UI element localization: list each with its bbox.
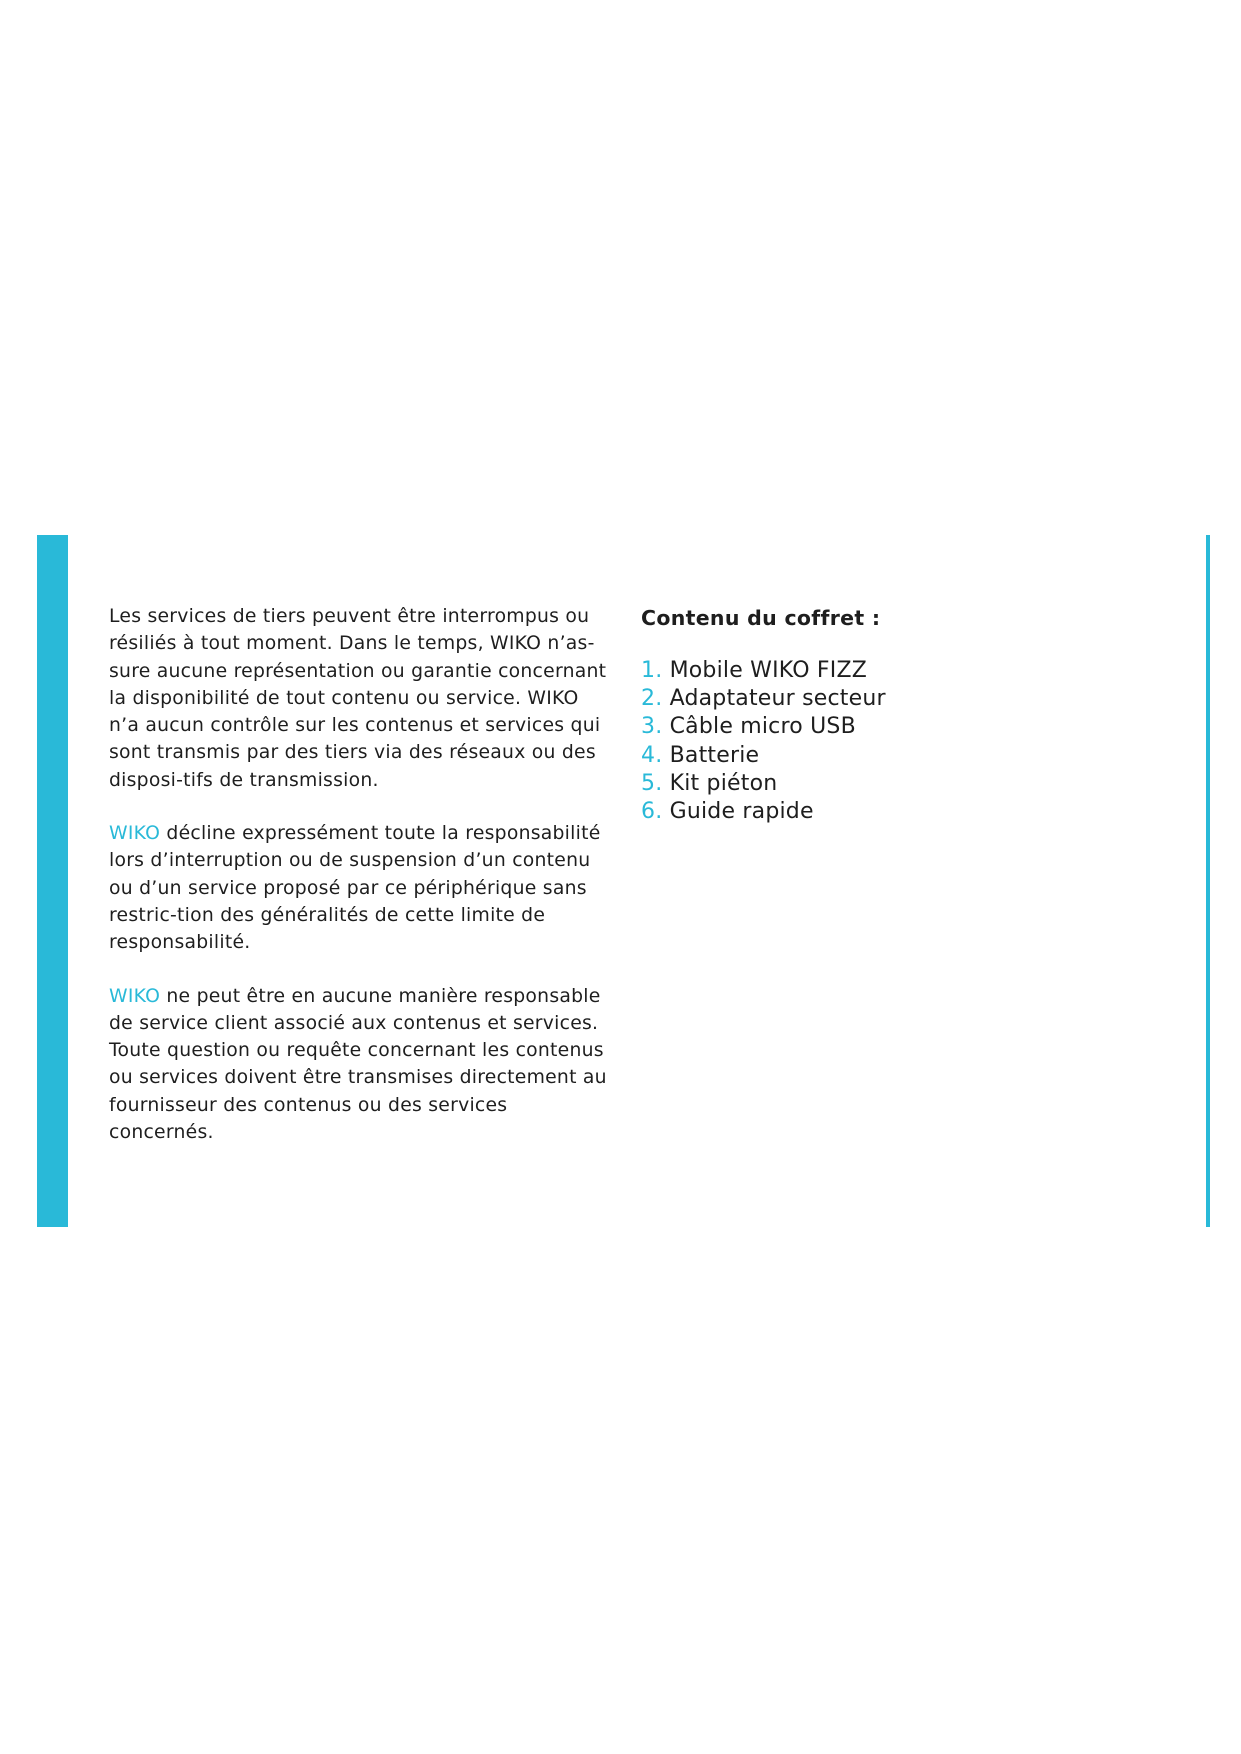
item-label: Batterie [669, 742, 760, 768]
disclaimer-paragraph-2 [109, 820, 614, 956]
paragraph-text: ne peut être en aucune manière responsable de service client associé aux contenus et services. Toute question ou requête concernant les contenus ou services doivent être transmises directement au fournisseur des contenus ou des services concernés. [109, 985, 607, 1144]
item-number: 2. [641, 686, 663, 712]
box-contents-column [641, 603, 1091, 826]
item-label: Adaptateur secteur [669, 686, 886, 712]
item-label: Mobile WIKO FIZZ [669, 658, 868, 683]
paragraph-text: décline expressément toute la responsabilité lors d’interruption ou de suspension d’un contenu ou d’un service proposé par ce périphérique sans restric-tion des généralités de cette limite de responsabilité. [109, 823, 601, 954]
list-item [641, 657, 1091, 685]
item-number: 6. [641, 799, 663, 825]
list-item [641, 713, 1091, 741]
left-accent-bar [37, 535, 68, 1227]
item-label: Guide rapide [669, 799, 814, 825]
item-label: Câble micro USB [669, 714, 856, 740]
item-number: 1. [641, 658, 663, 683]
list-item [641, 742, 1091, 770]
disclaimer-paragraph-3 [109, 983, 614, 1147]
disclaimer-paragraph-1: Les services de tiers peuvent être interrompus ou résiliés à tout moment. Dans le temps, WIKO n’as-sure aucune représentation ou garantie concernant la disponibilité de tout contenu ou service. WIKO n’a aucun contrôle sur les contenus et services qui sont transmis par des tiers via des réseaux ou des disposi-tifs de transmission. [109, 606, 607, 791]
item-number: 4. [641, 742, 663, 768]
brand-name: WIKO [109, 823, 161, 845]
right-accent-line [1206, 535, 1210, 1227]
list-item [641, 685, 1091, 713]
list-item [641, 798, 1091, 826]
disclaimer-column [109, 603, 614, 1172]
brand-name: WIKO [109, 985, 161, 1007]
item-number: 3. [641, 714, 663, 740]
box-contents-title: Contenu du coffret : [641, 606, 881, 630]
box-contents-list [641, 657, 1091, 826]
item-number: 5. [641, 770, 663, 796]
list-item [641, 770, 1091, 798]
item-label: Kit piéton [669, 770, 778, 796]
